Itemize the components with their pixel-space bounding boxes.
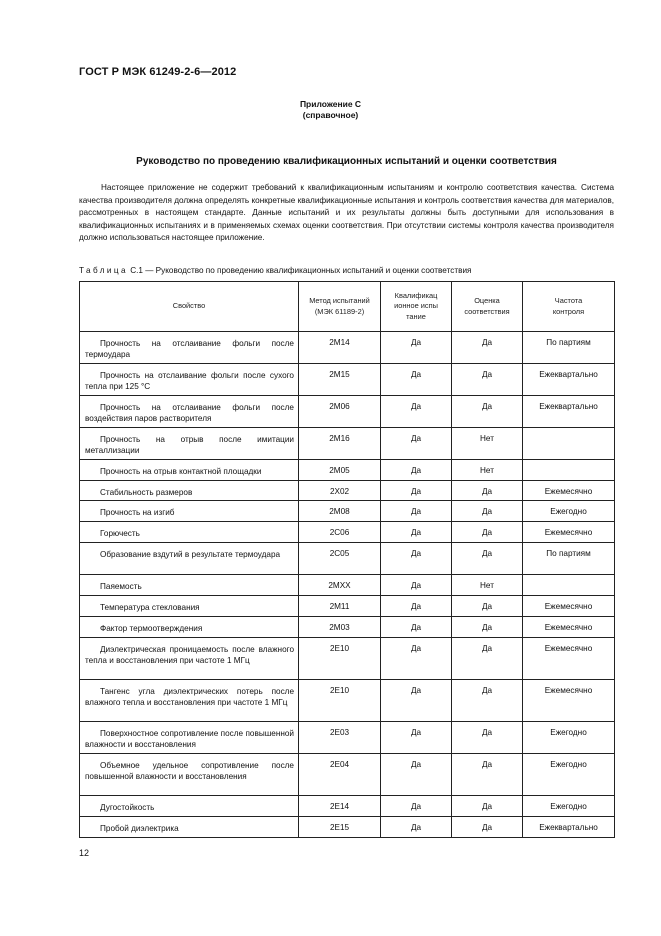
cell-qualification: Да — [381, 596, 452, 617]
table-row — [80, 638, 615, 680]
cell-assessment: Да — [452, 481, 523, 501]
cell-qualification: Да — [381, 680, 452, 722]
cell-qualification: Да — [381, 817, 452, 838]
cell-qualification: Да — [381, 481, 452, 501]
cell-assessment: Нет — [452, 428, 523, 460]
cell-assessment: Нет — [452, 575, 523, 596]
cell-method: 2E15 — [299, 817, 381, 838]
cell-method: 2M08 — [299, 501, 381, 522]
cell-assessment: Да — [452, 638, 523, 680]
cell-property: Прочность на отслаивание фольги после воздействия паров растворителя — [80, 396, 299, 428]
table-row — [80, 364, 615, 396]
header-property: Свойство — [80, 282, 299, 332]
cell-frequency — [523, 428, 615, 460]
table-row — [80, 796, 615, 817]
standard-header: ГОСТ Р МЭК 61249-2-6—2012 — [79, 66, 237, 78]
cell-qualification: Да — [381, 428, 452, 460]
table-row — [80, 754, 615, 796]
cell-qualification: Да — [381, 460, 452, 481]
cell-qualification: Да — [381, 617, 452, 638]
cell-property: Объемное удельное сопротивление после повышенной влажности и восстановления — [80, 754, 299, 796]
header-frequency: Частота контроля — [523, 282, 615, 332]
cell-assessment: Да — [452, 680, 523, 722]
table-row — [80, 460, 615, 481]
cell-frequency: Ежемесячно — [523, 638, 615, 680]
table-row — [80, 817, 615, 838]
cell-qualification: Да — [381, 522, 452, 543]
cell-property: Стабильность размеров — [80, 481, 299, 501]
cell-property: Пробой диэлектрика — [80, 817, 299, 838]
qualification-table — [79, 281, 615, 838]
cell-method: 2MXX — [299, 575, 381, 596]
cell-property: Прочность на отслаивание фольги после термоудара — [80, 332, 299, 364]
cell-frequency: Ежемесячно — [523, 617, 615, 638]
cell-qualification: Да — [381, 396, 452, 428]
cell-assessment: Да — [452, 754, 523, 796]
cell-property: Фактор термоотверждения — [80, 617, 299, 638]
cell-frequency: Ежеквартально — [523, 396, 615, 428]
cell-frequency — [523, 575, 615, 596]
table-row — [80, 428, 615, 460]
page-number: 12 — [79, 848, 90, 858]
annex-title: Приложение С — [299, 99, 362, 109]
cell-method: 2E03 — [299, 722, 381, 754]
cell-assessment: Да — [452, 596, 523, 617]
table-header-row — [80, 282, 615, 332]
table-row — [80, 522, 615, 543]
annex-heading — [0, 99, 661, 121]
intro-paragraph: Настоящее приложение не содержит требований к квалификационным испытаниям и контролю соответствия качества. Система качества производителя должна определять конкретные квалификационные испытания и контроль соответствия качества для материалов, рассмотренных в настоящем стандарте. Данные испытаний и их результаты должны быть доступными для использования в квалификационных испытаниях и в применяемых схемах оценки соответствия. При отсутствии системы контроля качества производителя должно использоваться настоящее приложение. — [79, 183, 614, 243]
cell-property: Прочность на отслаивание фольги после сухого тепла при 125 °С — [80, 364, 299, 396]
cell-assessment: Да — [452, 332, 523, 364]
header-qualification: Квалификационное испытание — [381, 282, 452, 332]
cell-qualification: Да — [381, 575, 452, 596]
cell-frequency: По партиям — [523, 543, 615, 575]
table-row — [80, 596, 615, 617]
cell-property: Прочность на изгиб — [80, 501, 299, 522]
cell-frequency: Ежемесячно — [523, 680, 615, 722]
cell-method: 2M16 — [299, 428, 381, 460]
cell-qualification: Да — [381, 754, 452, 796]
cell-property: Дугостойкость — [80, 796, 299, 817]
header-assessment: Оценка соответствия — [452, 282, 523, 332]
cell-qualification: Да — [381, 364, 452, 396]
cell-property: Образование вздутий в результате термоудара — [80, 543, 299, 575]
cell-assessment: Да — [452, 817, 523, 838]
cell-qualification: Да — [381, 796, 452, 817]
cell-frequency: Ежеквартально — [523, 364, 615, 396]
table-row — [80, 722, 615, 754]
cell-frequency: Ежегодно — [523, 796, 615, 817]
section-title: Руководство по проведению квалификационных испытаний и оценки соответствия — [136, 156, 557, 167]
cell-method: 2E10 — [299, 680, 381, 722]
cell-method: 2E04 — [299, 754, 381, 796]
table-row — [80, 501, 615, 522]
cell-frequency — [523, 460, 615, 481]
cell-frequency: Ежегодно — [523, 754, 615, 796]
cell-frequency: Ежемесячно — [523, 596, 615, 617]
cell-method: 2E14 — [299, 796, 381, 817]
cell-property: Тангенс угла диэлектрических потерь после влажного тепла и восстановления при частоте 1 МГц — [80, 680, 299, 722]
table-caption-text: С.1 — Руководство по проведению квалификационных испытаний и оценки соответствия — [130, 266, 472, 275]
cell-frequency: Ежемесячно — [523, 481, 615, 501]
cell-assessment: Да — [452, 396, 523, 428]
cell-assessment: Да — [452, 796, 523, 817]
cell-frequency: Ежегодно — [523, 501, 615, 522]
table-row — [80, 543, 615, 575]
cell-method: 2C05 — [299, 543, 381, 575]
cell-property: Диэлектрическая проницаемость после влажного тепла и восстановления при частоте 1 МГц — [80, 638, 299, 680]
cell-assessment: Да — [452, 364, 523, 396]
cell-method: 2E10 — [299, 638, 381, 680]
table-row — [80, 396, 615, 428]
cell-qualification: Да — [381, 332, 452, 364]
cell-assessment: Да — [452, 722, 523, 754]
annex-subtitle: (справочное) — [302, 110, 359, 120]
cell-frequency: Ежемесячно — [523, 522, 615, 543]
cell-assessment: Да — [452, 501, 523, 522]
table-caption — [79, 266, 614, 275]
table-row — [80, 617, 615, 638]
cell-frequency: Ежегодно — [523, 722, 615, 754]
cell-assessment: Да — [452, 522, 523, 543]
cell-method: 2X02 — [299, 481, 381, 501]
cell-qualification: Да — [381, 722, 452, 754]
cell-method: 2M14 — [299, 332, 381, 364]
cell-qualification: Да — [381, 638, 452, 680]
cell-property: Температура стеклования — [80, 596, 299, 617]
cell-assessment: Да — [452, 543, 523, 575]
cell-frequency: Ежеквартально — [523, 817, 615, 838]
cell-frequency: По партиям — [523, 332, 615, 364]
cell-method: 2M05 — [299, 460, 381, 481]
table-caption-prefix: Таблица — [79, 266, 128, 275]
cell-assessment: Нет — [452, 460, 523, 481]
cell-method: 2C06 — [299, 522, 381, 543]
header-method: Метод испытаний (МЭК 61189-2) — [299, 282, 381, 332]
cell-property: Горючесть — [80, 522, 299, 543]
table-row — [80, 680, 615, 722]
cell-qualification: Да — [381, 501, 452, 522]
cell-assessment: Да — [452, 617, 523, 638]
table-row — [80, 575, 615, 596]
cell-method: 2M11 — [299, 596, 381, 617]
cell-method: 2M03 — [299, 617, 381, 638]
cell-qualification: Да — [381, 543, 452, 575]
cell-method: 2M15 — [299, 364, 381, 396]
cell-property: Прочность на отрыв после имитации металлизации — [80, 428, 299, 460]
table-row — [80, 332, 615, 364]
cell-method: 2M06 — [299, 396, 381, 428]
table-row — [80, 481, 615, 501]
cell-property: Паяемость — [80, 575, 299, 596]
cell-property: Прочность на отрыв контактной площадки — [80, 460, 299, 481]
cell-property: Поверхностное сопротивление после повышенной влажности и восстановления — [80, 722, 299, 754]
